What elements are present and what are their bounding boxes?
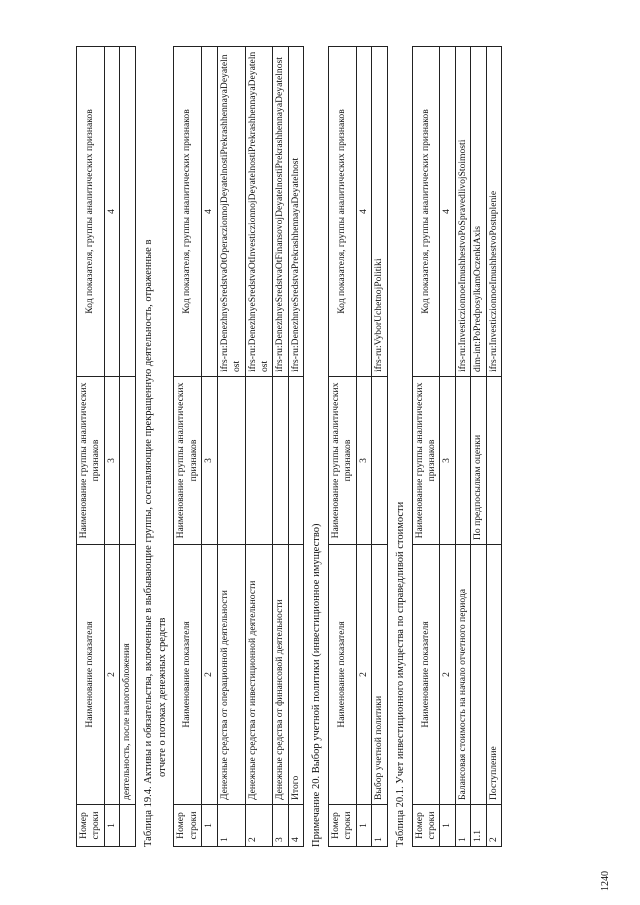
- row-indicator-name: Итого: [288, 545, 303, 805]
- table-row: [471, 47, 486, 847]
- header-code: Код показателя, группы аналитических признаков: [174, 47, 202, 377]
- header-indicator-name: Наименование показателя: [329, 545, 357, 805]
- caption-line-1: Таблица 19.4. Активы и обязательства, включенные в выбывающие группы, составляющие прекращенную деятельность, отраженные в: [142, 239, 154, 847]
- page-number: 1240: [600, 871, 611, 891]
- row-code: ifrs-ru:DenezhnyeSredstvaOtInvesticzionnojDeyatelnostiPrekrashhennayaDeyatelnost: [245, 47, 273, 377]
- colnum: 2: [440, 545, 455, 805]
- row-number: 1.1: [471, 805, 486, 847]
- header-group-name: Наименование группы аналитических признаков: [77, 377, 105, 545]
- header-code: Код показателя, группы аналитических признаков: [412, 47, 440, 377]
- row-code: ifrs-ru:InvesticzionnoeImushhestvoPoSpravedlivojStoimosti: [455, 47, 470, 377]
- row-group-name: По предпосылкам оценки: [471, 377, 486, 545]
- row-number: 2: [486, 805, 501, 847]
- table-row: [455, 47, 470, 847]
- header-row-number: Номер строки: [77, 805, 105, 847]
- colnum: 1: [356, 805, 371, 847]
- row-indicator-name: Денежные средства от инвестиционной деятельности: [245, 545, 273, 805]
- note-20-caption: Примечание 20. Выбор учетной политики (инвестиционное имущество): [311, 523, 323, 847]
- colnum: 4: [104, 47, 119, 377]
- header-indicator-name: Наименование показателя: [412, 545, 440, 805]
- column-number-row: [356, 47, 371, 847]
- row-code: ifrs-ru:DenezhnyeSredstvaOtOperaczionnojDeyatelnostiPrekrashhennayaDeyatelnost: [217, 47, 245, 377]
- row-group-name: [486, 377, 501, 545]
- table-continuation: [76, 46, 136, 847]
- colnum: 2: [104, 545, 119, 805]
- row-number: 1: [217, 805, 245, 847]
- row-code: ifrs-ru:VyborUchetnojPolitiki: [372, 47, 387, 377]
- column-number-row: [440, 47, 455, 847]
- header-row-number: Номер строки: [174, 805, 202, 847]
- header-indicator-name: Наименование показателя: [77, 545, 105, 805]
- header-group-name: Наименование группы аналитических признаков: [174, 377, 202, 545]
- column-number-row: [104, 47, 119, 847]
- document-content: [76, 47, 502, 847]
- row-number: 4: [288, 805, 303, 847]
- row-indicator-name: Выбор учетной политики: [372, 545, 387, 805]
- row-indicator-name: Денежные средства от финансовой деятельности: [273, 545, 288, 805]
- table-header-row: [412, 47, 440, 847]
- colnum: 3: [440, 377, 455, 545]
- colnum: 2: [356, 545, 371, 805]
- row-group-name: [372, 377, 387, 545]
- table-row: [120, 47, 135, 847]
- colnum: 3: [202, 377, 217, 545]
- table-20-1: [412, 46, 503, 847]
- row-group-name: [245, 377, 273, 545]
- row-indicator-name: [471, 545, 486, 805]
- row-group-name: [455, 377, 470, 545]
- table-row: [217, 47, 245, 847]
- caption-line-2: отчете о потоках денежных средств: [156, 617, 168, 777]
- table-19-4: [173, 46, 304, 847]
- header-indicator-name: Наименование показателя: [174, 545, 202, 805]
- table-20: [328, 46, 388, 847]
- colnum: 1: [104, 805, 119, 847]
- header-code: Код показателя, группы аналитических признаков: [77, 47, 105, 377]
- table-row: [288, 47, 303, 847]
- row-number: 1: [372, 805, 387, 847]
- colnum: 3: [104, 377, 119, 545]
- colnum: 3: [356, 377, 371, 545]
- row-code: ifrs-ru:DenezhnyeSredstvaOtFinansovojDeyatelnostiPrekrashhennayaDeyatelnost: [273, 47, 288, 377]
- row-code: [120, 47, 135, 377]
- colnum: 4: [202, 47, 217, 377]
- row-number: 2: [245, 805, 273, 847]
- row-number: 3: [273, 805, 288, 847]
- row-code: ifrs-ru:DenezhnyeSredstvaPrekrashhennayaDeyatelnost: [288, 47, 303, 377]
- table-row: [486, 47, 501, 847]
- colnum: 1: [440, 805, 455, 847]
- row-group-name: [273, 377, 288, 545]
- table-19-4-caption: [142, 47, 169, 847]
- row-indicator-name: Балансовая стоимость на начало отчетного периода: [455, 545, 470, 805]
- table-header-row: [77, 47, 105, 847]
- row-number: [120, 805, 135, 847]
- row-indicator-name: Поступление: [486, 545, 501, 805]
- header-code: Код показателя, группы аналитических признаков: [329, 47, 357, 377]
- header-group-name: Наименование группы аналитических признаков: [329, 377, 357, 545]
- table-20-1-caption: Таблица 20.1. Учет инвестиционного имущества по справедливой стоимости: [394, 501, 406, 847]
- header-row-number: Номер строки: [329, 805, 357, 847]
- table-header-row: [329, 47, 357, 847]
- colnum: 2: [202, 545, 217, 805]
- colnum: 1: [202, 805, 217, 847]
- row-code: dim-int:PoPredposylkamOczenkiAxis: [471, 47, 486, 377]
- table-row: [245, 47, 273, 847]
- table-row: [372, 47, 387, 847]
- colnum: 4: [440, 47, 455, 377]
- header-group-name: Наименование группы аналитических признаков: [412, 377, 440, 545]
- row-indicator-name: деятельность, после налогообложения: [120, 545, 135, 805]
- row-group-name: [217, 377, 245, 545]
- row-indicator-name: Денежные средства от операционной деятельности: [217, 545, 245, 805]
- row-number: 1: [455, 805, 470, 847]
- row-group-name: [120, 377, 135, 545]
- row-code: ifrs-ru:InvesticzionnoeImushhestvoPostuplenie: [486, 47, 501, 377]
- table-row: [273, 47, 288, 847]
- row-group-name: [288, 377, 303, 545]
- colnum: 4: [356, 47, 371, 377]
- table-header-row: [174, 47, 202, 847]
- column-number-row: [202, 47, 217, 847]
- header-row-number: Номер строки: [412, 805, 440, 847]
